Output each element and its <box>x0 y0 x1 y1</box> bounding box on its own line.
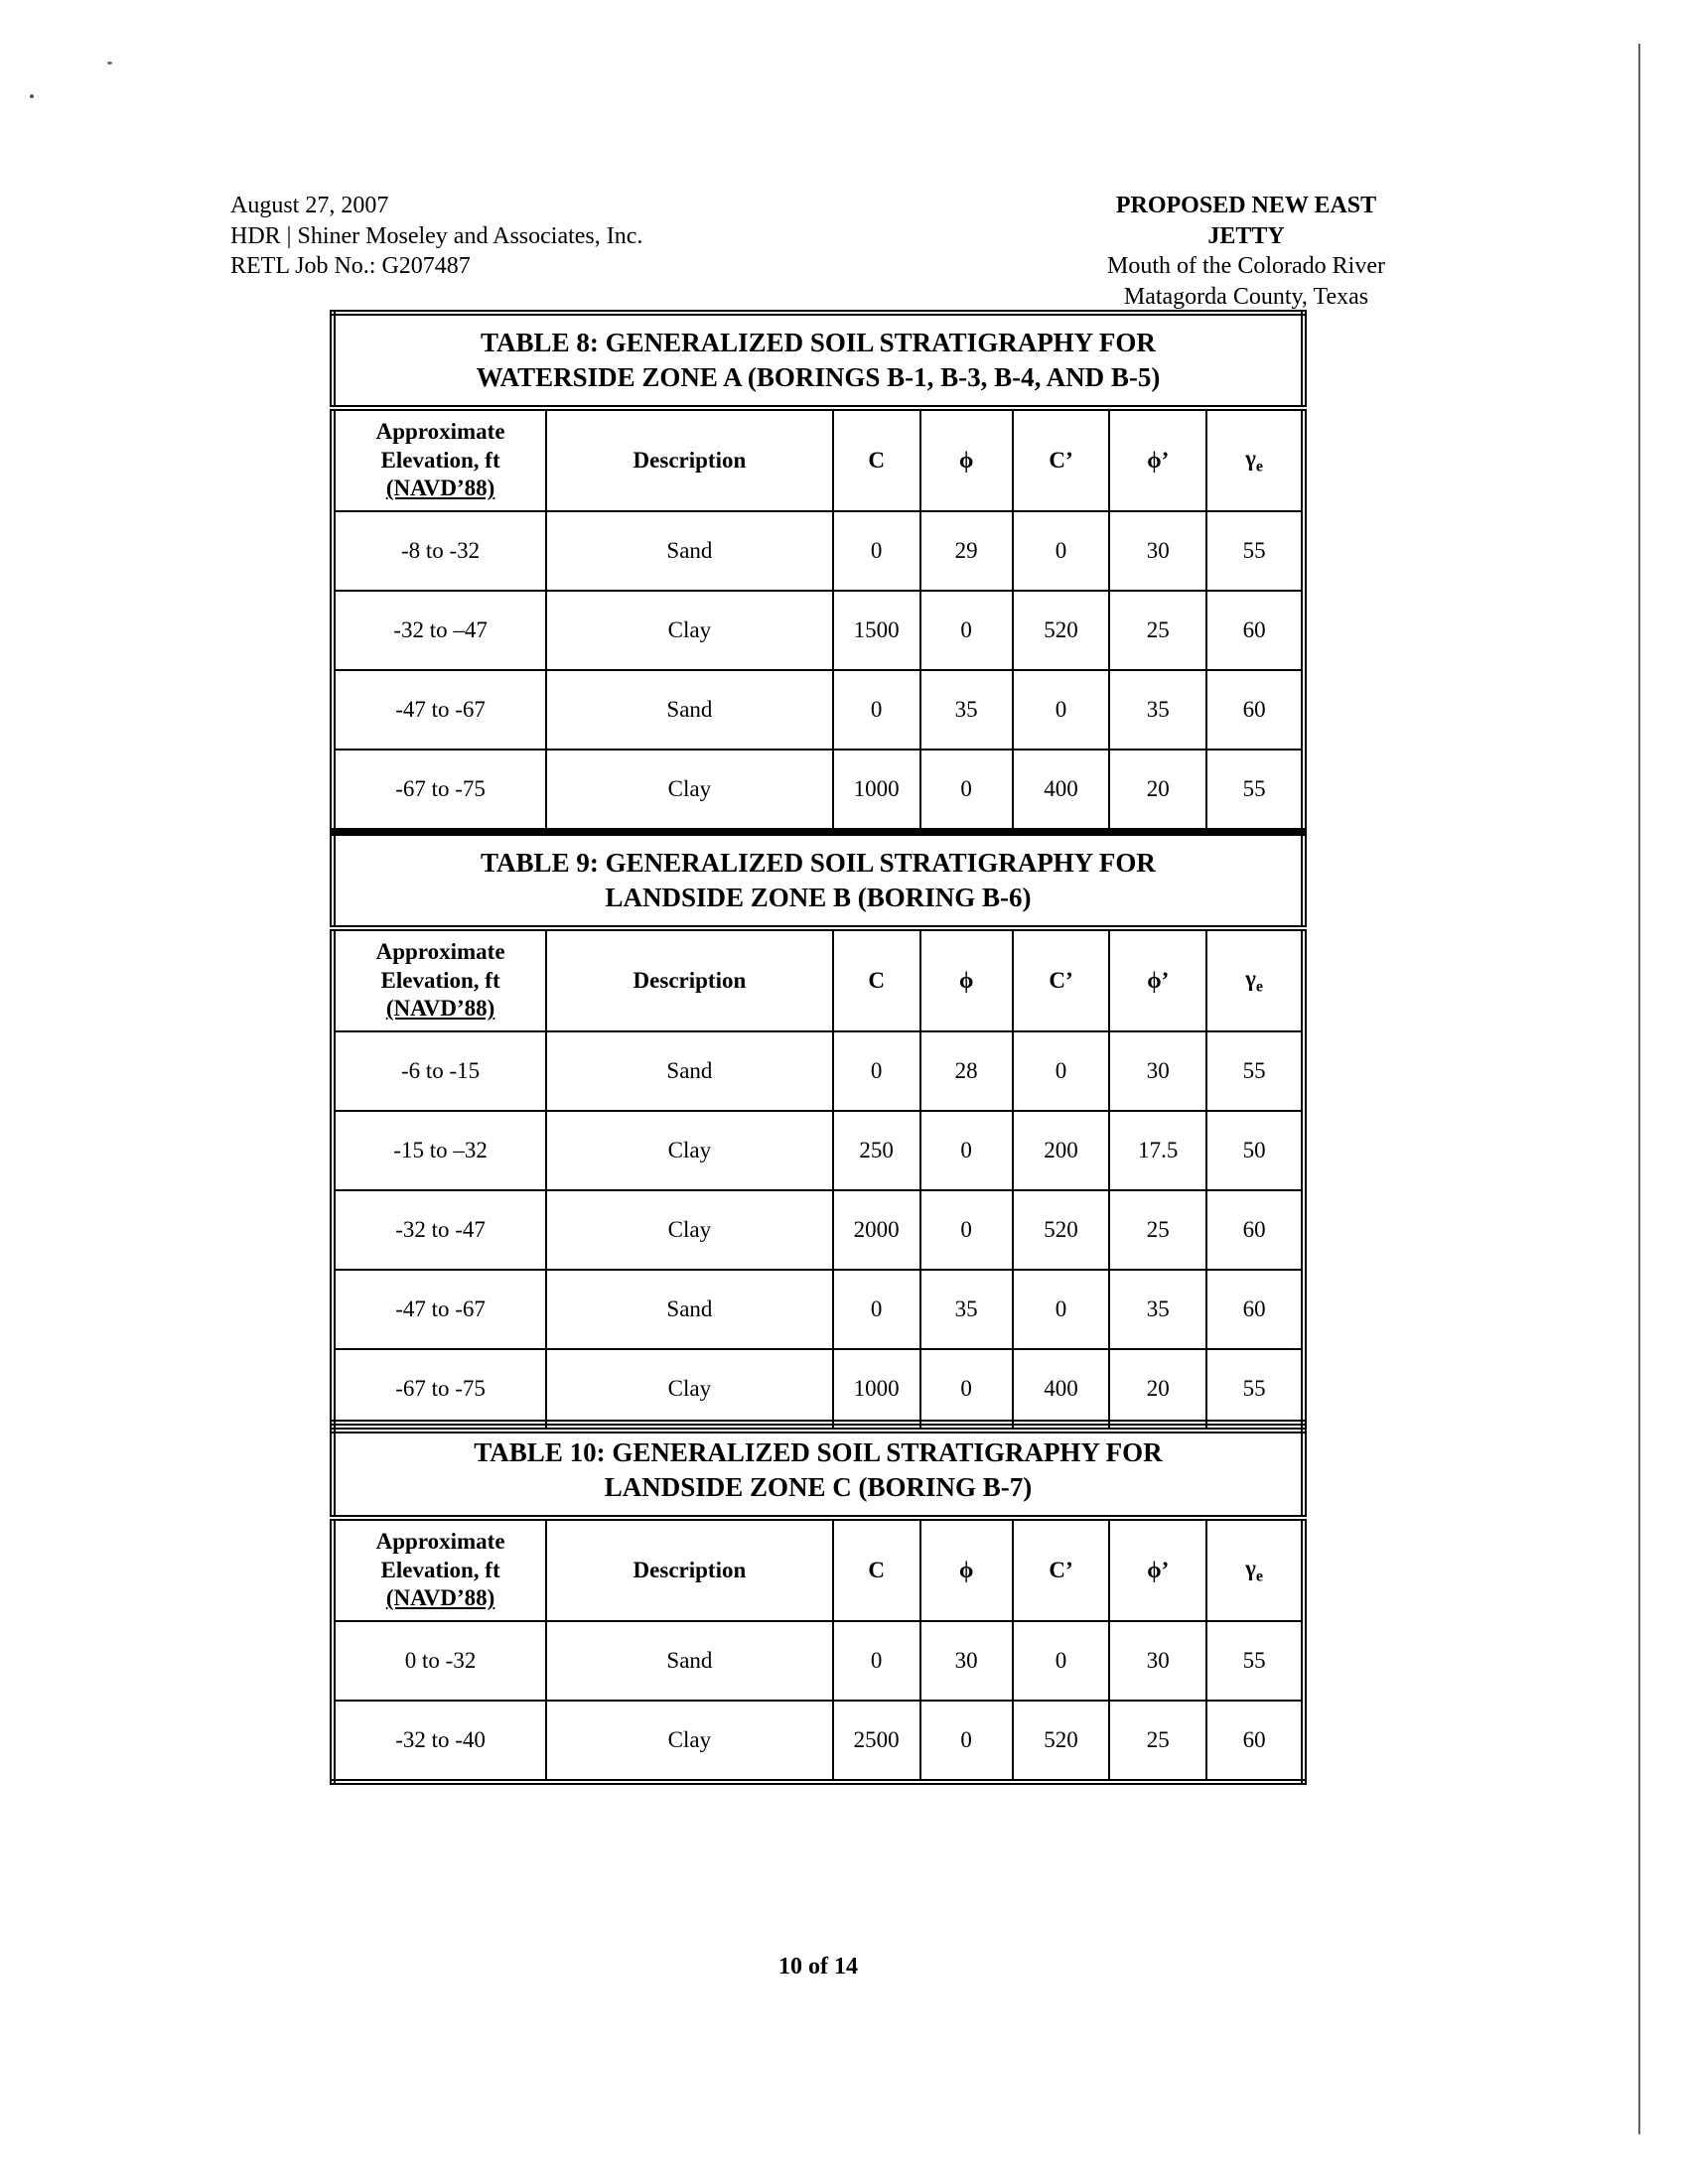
elevation-header-line2: Elevation, ft <box>380 1557 500 1582</box>
cell-phi: 0 <box>920 1701 1013 1782</box>
cell-description: Sand <box>546 1621 833 1701</box>
cell-description: Clay <box>546 1349 833 1431</box>
cell-c-prime: 0 <box>1013 511 1110 591</box>
column-header-gamma <box>1206 408 1304 511</box>
cell-elevation: -32 to –47 <box>333 591 546 670</box>
cell-phi: 0 <box>920 591 1013 670</box>
column-header-c: C <box>833 408 920 511</box>
project-location-1: Mouth of the Colorado River <box>1107 253 1385 280</box>
cell-elevation: -15 to –32 <box>333 1111 546 1190</box>
table-9-container <box>330 830 1307 1433</box>
cell-c-prime: 520 <box>1013 1701 1110 1782</box>
gamma-subscript: e <box>1255 978 1264 996</box>
cell-c-prime: 400 <box>1013 750 1110 831</box>
column-header-phi: ϕ <box>920 1518 1013 1621</box>
cell-c-prime: 520 <box>1013 591 1110 670</box>
cell-gamma: 60 <box>1206 1190 1304 1270</box>
cell-c-prime: 0 <box>1013 1270 1110 1349</box>
gamma-symbol: γ <box>1245 1555 1256 1580</box>
cell-elevation: -6 to -15 <box>333 1031 546 1111</box>
column-header-phi-prime: ϕ’ <box>1109 928 1206 1031</box>
cell-c: 1000 <box>833 1349 920 1431</box>
table-row <box>333 511 1304 591</box>
cell-phi: 0 <box>920 1349 1013 1431</box>
cell-phi-prime: 30 <box>1109 1031 1206 1111</box>
cell-c: 250 <box>833 1111 920 1190</box>
cell-c-prime: 0 <box>1013 1031 1110 1111</box>
header-date: August 27, 2007 <box>230 193 389 218</box>
table-8-container <box>330 310 1307 834</box>
cell-elevation: -67 to -75 <box>333 750 546 831</box>
table-10-container <box>330 1420 1307 1785</box>
cell-elevation: -32 to -40 <box>333 1701 546 1782</box>
cell-phi-prime: 20 <box>1109 750 1206 831</box>
header-job-number: RETL Job No.: G207487 <box>230 253 471 280</box>
cell-description: Clay <box>546 1190 833 1270</box>
cell-phi: 30 <box>920 1621 1013 1701</box>
table-row <box>333 1270 1304 1349</box>
cell-c-prime: 400 <box>1013 1349 1110 1431</box>
column-header-gamma <box>1206 928 1304 1031</box>
cell-phi-prime: 30 <box>1109 1621 1206 1701</box>
cell-phi-prime: 25 <box>1109 1190 1206 1270</box>
cell-gamma: 55 <box>1206 511 1304 591</box>
table-title-line1: TABLE 8: GENERALIZED SOIL STRATIGRAPHY FOR <box>481 327 1156 357</box>
cell-phi-prime: 35 <box>1109 670 1206 750</box>
project-location-2: Matagorda County, Texas <box>1123 284 1369 311</box>
cell-description: Clay <box>546 591 833 670</box>
cell-description: Clay <box>546 1701 833 1782</box>
column-header-c: C <box>833 928 920 1031</box>
table-row <box>333 750 1304 831</box>
cell-elevation: -47 to -67 <box>333 670 546 750</box>
column-header-phi: ϕ <box>920 928 1013 1031</box>
cell-phi-prime: 35 <box>1109 1270 1206 1349</box>
cell-elevation: -32 to -47 <box>333 1190 546 1270</box>
cell-gamma: 55 <box>1206 1349 1304 1431</box>
cell-phi: 35 <box>920 1270 1013 1349</box>
cell-c: 2000 <box>833 1190 920 1270</box>
table-row <box>333 1031 1304 1111</box>
column-header-phi-prime: ϕ’ <box>1109 1518 1206 1621</box>
project-title: PROPOSED NEW EAST JETTY <box>1115 193 1377 249</box>
header-company: HDR | Shiner Moseley and Associates, Inc. <box>230 222 643 249</box>
table-title <box>333 1423 1304 1518</box>
table-title <box>333 313 1304 408</box>
column-header-c: C <box>833 1518 920 1621</box>
cell-gamma: 55 <box>1206 1031 1304 1111</box>
cell-elevation: -67 to -75 <box>333 1349 546 1431</box>
table-row <box>333 1621 1304 1701</box>
cell-c-prime: 0 <box>1013 670 1110 750</box>
gamma-subscript: e <box>1255 458 1264 476</box>
cell-c: 1000 <box>833 750 920 831</box>
table-row <box>333 1190 1304 1270</box>
cell-gamma: 60 <box>1206 591 1304 670</box>
cell-phi: 0 <box>920 750 1013 831</box>
cell-c: 0 <box>833 670 920 750</box>
elevation-header-line3: (NAVD’88) <box>385 476 495 501</box>
table-row <box>333 591 1304 670</box>
cell-c: 2500 <box>833 1701 920 1782</box>
cell-gamma: 60 <box>1206 1270 1304 1349</box>
cell-c-prime: 200 <box>1013 1111 1110 1190</box>
column-header-c-prime: C’ <box>1013 408 1110 511</box>
column-header-c-prime: C’ <box>1013 928 1110 1031</box>
table-title-line1: TABLE 10: GENERALIZED SOIL STRATIGRAPHY FOR <box>474 1436 1163 1467</box>
elevation-header-line1: Approximate <box>375 1528 505 1554</box>
header-left <box>230 191 642 282</box>
column-header-description: Description <box>546 928 833 1031</box>
column-header-elevation <box>333 1518 546 1621</box>
cell-phi-prime: 25 <box>1109 591 1206 670</box>
cell-phi: 29 <box>920 511 1013 591</box>
cell-gamma: 60 <box>1206 670 1304 750</box>
column-header-description: Description <box>546 408 833 511</box>
cell-elevation: 0 to -32 <box>333 1621 546 1701</box>
cell-description: Clay <box>546 1111 833 1190</box>
cell-c: 1500 <box>833 591 920 670</box>
table-row <box>333 1701 1304 1782</box>
elevation-header-line1: Approximate <box>375 938 505 964</box>
cell-gamma: 55 <box>1206 1621 1304 1701</box>
cell-description: Sand <box>546 1031 833 1111</box>
cell-c: 0 <box>833 511 920 591</box>
cell-c-prime: 0 <box>1013 1621 1110 1701</box>
elevation-header-line2: Elevation, ft <box>380 447 500 473</box>
header-right <box>1082 191 1410 313</box>
elevation-header-line1: Approximate <box>375 418 505 444</box>
cell-phi-prime: 30 <box>1109 511 1206 591</box>
cell-c: 0 <box>833 1031 920 1111</box>
table-title-line2: WATERSIDE ZONE A (BORINGS B-1, B-3, B-4, AND B-5) <box>476 362 1161 392</box>
cell-phi-prime: 25 <box>1109 1701 1206 1782</box>
column-header-elevation <box>333 928 546 1031</box>
table-10 <box>330 1420 1307 1785</box>
cell-elevation: -47 to -67 <box>333 1270 546 1349</box>
table-title <box>333 833 1304 928</box>
cell-gamma: 50 <box>1206 1111 1304 1190</box>
scan-speck <box>107 62 112 65</box>
cell-phi: 35 <box>920 670 1013 750</box>
column-header-elevation <box>333 408 546 511</box>
column-header-phi-prime: ϕ’ <box>1109 408 1206 511</box>
cell-description: Sand <box>546 1270 833 1349</box>
cell-phi-prime: 17.5 <box>1109 1111 1206 1190</box>
cell-description: Clay <box>546 750 833 831</box>
cell-phi: 0 <box>920 1111 1013 1190</box>
cell-c-prime: 520 <box>1013 1190 1110 1270</box>
table-9 <box>330 830 1307 1433</box>
scan-speck <box>30 94 34 98</box>
cell-phi: 28 <box>920 1031 1013 1111</box>
cell-phi-prime: 20 <box>1109 1349 1206 1431</box>
gamma-subscript: e <box>1255 1568 1264 1585</box>
table-title-line2: LANDSIDE ZONE C (BORING B-7) <box>604 1472 1033 1502</box>
table-row <box>333 670 1304 750</box>
gamma-symbol: γ <box>1245 445 1256 471</box>
elevation-header-line2: Elevation, ft <box>380 967 500 993</box>
table-title-line1: TABLE 9: GENERALIZED SOIL STRATIGRAPHY FOR <box>481 847 1156 878</box>
table-title-line2: LANDSIDE ZONE B (BORING B-6) <box>605 883 1032 912</box>
column-header-phi: ϕ <box>920 408 1013 511</box>
table-row <box>333 1349 1304 1431</box>
cell-description: Sand <box>546 511 833 591</box>
column-header-gamma <box>1206 1518 1304 1621</box>
cell-phi: 0 <box>920 1190 1013 1270</box>
page-number: 10 of 14 <box>778 1954 858 1979</box>
scan-artifact-line <box>1638 44 1640 2134</box>
elevation-header-line3: (NAVD’88) <box>385 996 495 1022</box>
cell-c: 0 <box>833 1621 920 1701</box>
table-row <box>333 1111 1304 1190</box>
cell-elevation: -8 to -32 <box>333 511 546 591</box>
gamma-symbol: γ <box>1245 965 1256 991</box>
cell-gamma: 55 <box>1206 750 1304 831</box>
cell-description: Sand <box>546 670 833 750</box>
column-header-c-prime: C’ <box>1013 1518 1110 1621</box>
cell-c: 0 <box>833 1270 920 1349</box>
table-8 <box>330 310 1307 834</box>
elevation-header-line3: (NAVD’88) <box>385 1585 495 1611</box>
column-header-description: Description <box>546 1518 833 1621</box>
cell-gamma: 60 <box>1206 1701 1304 1782</box>
